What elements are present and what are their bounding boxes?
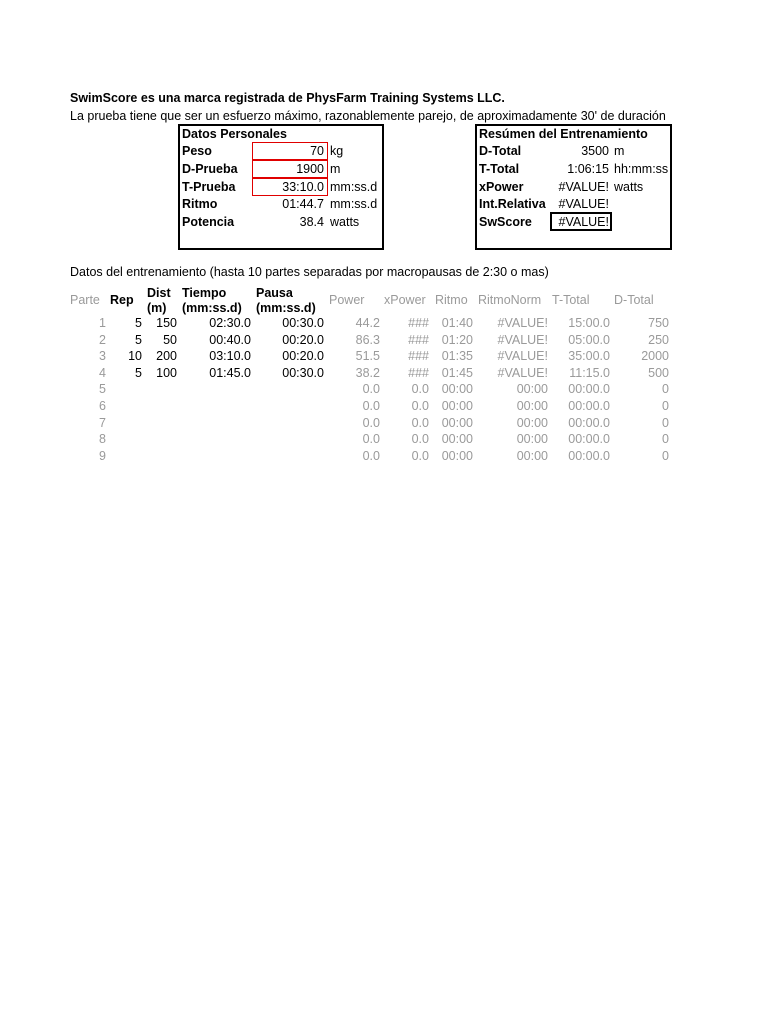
- d-prueba-label: D-Prueba: [182, 162, 238, 176]
- cell-power: 38.2: [355, 365, 380, 380]
- cell-xpower: ###: [408, 365, 429, 380]
- cell-ritmonorm: #VALUE!: [497, 349, 548, 364]
- ritmo-label: Ritmo: [182, 197, 218, 211]
- col-header-pausa-line1: Pausa: [256, 286, 293, 300]
- cell-parte: 1: [99, 316, 106, 330]
- cell-power: 86.3: [355, 332, 380, 347]
- cell-ritmo: 01:45: [441, 365, 473, 380]
- col-header-tiempo-line2: (mm:ss.d): [182, 301, 242, 315]
- ritmo-unit: mm:ss.d: [330, 197, 378, 211]
- cell-dist[interactable]: 150: [156, 316, 177, 330]
- cell-ritmonorm: #VALUE!: [497, 365, 548, 380]
- int-relativa-label: Int.Relativa: [479, 197, 546, 211]
- cell-parte: 6: [99, 399, 106, 413]
- header-trademark: SwimScore es una marca registrada de PhysFarm Training Systems LLC.: [70, 91, 505, 105]
- cell-power: 51.5: [355, 349, 380, 364]
- cell-power: 0.0: [362, 432, 380, 447]
- int-relativa-value: #VALUE!: [558, 197, 609, 211]
- col-header-dist-line2: (m): [147, 301, 167, 315]
- t-total-label: T-Total: [479, 162, 520, 176]
- peso-unit: kg: [330, 144, 344, 158]
- cell-dtotal: 500: [648, 365, 669, 380]
- cell-pausa[interactable]: 00:30.0: [282, 316, 324, 330]
- col-header-rep: Rep: [110, 293, 134, 307]
- cell-rep[interactable]: 5: [135, 332, 142, 347]
- peso-label: Peso: [182, 144, 212, 158]
- cell-ttotal: 00:00.0: [568, 382, 610, 397]
- d-total-label: D-Total: [479, 144, 522, 158]
- cell-ttotal: 05:00.0: [568, 332, 610, 347]
- cell-parte: 3: [99, 349, 106, 364]
- cell-xpower: 0.0: [411, 415, 429, 430]
- cell-dtotal: 0: [662, 399, 669, 413]
- personal-data-title: Datos Personales: [182, 127, 287, 141]
- cell-pausa[interactable]: 00:30.0: [282, 365, 324, 380]
- ritmo-value: 01:44.7: [282, 197, 324, 211]
- t-prueba-label: T-Prueba: [182, 180, 236, 194]
- cell-xpower: ###: [408, 316, 429, 330]
- cell-dist[interactable]: 200: [156, 349, 177, 364]
- d-prueba-unit: m: [330, 162, 341, 176]
- cell-ttotal: 15:00.0: [568, 316, 610, 330]
- cell-xpower: 0.0: [411, 448, 429, 463]
- cell-parte: 5: [99, 382, 106, 397]
- cell-ritmo: 00:00: [441, 432, 473, 447]
- col-header-parte: Parte: [70, 293, 100, 307]
- swscore-value: #VALUE!: [558, 215, 609, 229]
- cell-dist[interactable]: 100: [156, 365, 177, 380]
- cell-ritmo: 00:00: [441, 382, 473, 397]
- cell-ritmo: 01:20: [441, 332, 473, 347]
- col-header-xpower: xPower: [384, 293, 426, 307]
- t-prueba-value: 33:10.0: [282, 180, 324, 194]
- cell-ttotal: 00:00.0: [568, 448, 610, 463]
- cell-ritmonorm: 00:00: [516, 415, 548, 430]
- d-total-unit: m: [614, 144, 625, 158]
- potencia-unit: watts: [330, 215, 360, 229]
- cell-ritmonorm: 00:00: [516, 399, 548, 413]
- cell-power: 44.2: [355, 316, 380, 330]
- cell-xpower: ###: [408, 332, 429, 347]
- cell-power: 0.0: [362, 415, 380, 430]
- t-total-value: 1:06:15: [567, 162, 609, 176]
- cell-tiempo[interactable]: 01:45.0: [209, 365, 251, 380]
- xpower-unit: watts: [614, 180, 644, 194]
- cell-tiempo[interactable]: 03:10.0: [209, 349, 251, 364]
- cell-parte: 9: [99, 448, 106, 463]
- cell-dtotal: 0: [662, 448, 669, 463]
- col-header-ritmo: Ritmo: [435, 293, 468, 307]
- d-total-value: 3500: [581, 144, 609, 158]
- cell-dist[interactable]: 50: [163, 332, 177, 347]
- cell-power: 0.0: [362, 448, 380, 463]
- cell-parte: 7: [99, 415, 106, 430]
- potencia-value: 38.4: [299, 215, 324, 229]
- cell-ritmo: 00:00: [441, 415, 473, 430]
- cell-dtotal: 2000: [641, 349, 669, 364]
- col-header-t-total: T-Total: [552, 293, 590, 307]
- cell-ttotal: 00:00.0: [568, 399, 610, 413]
- cell-xpower: 0.0: [411, 399, 429, 413]
- cell-dtotal: 0: [662, 382, 669, 397]
- t-total-unit: hh:mm:ss: [614, 162, 669, 176]
- col-header-pausa-line2: (mm:ss.d): [256, 301, 316, 315]
- col-header-tiempo-line1: Tiempo: [182, 286, 227, 300]
- cell-ttotal: 11:15.0: [569, 365, 610, 380]
- cell-power: 0.0: [362, 382, 380, 397]
- header-instructions: La prueba tiene que ser un esfuerzo máximo, razonablemente parejo, de aproximadamente 30' de duración: [70, 109, 666, 123]
- potencia-label: Potencia: [182, 215, 235, 229]
- cell-ttotal: 00:00.0: [568, 415, 610, 430]
- col-header-power: Power: [329, 293, 365, 307]
- cell-power: 0.0: [362, 399, 380, 413]
- cell-ritmo: 00:00: [441, 448, 473, 463]
- cell-dtotal: 750: [648, 316, 669, 330]
- cell-dtotal: 250: [648, 332, 669, 347]
- cell-parte: 8: [99, 432, 106, 447]
- cell-dtotal: 0: [662, 432, 669, 447]
- d-prueba-value: 1900: [296, 162, 324, 176]
- training-caption: Datos del entrenamiento (hasta 10 partes separadas por macropausas de 2:30 o mas): [70, 265, 549, 279]
- swscore-label: SwScore: [479, 215, 532, 229]
- cell-pausa[interactable]: 00:20.0: [282, 349, 324, 364]
- cell-ritmo: 01:40: [441, 316, 473, 330]
- cell-tiempo[interactable]: 00:40.0: [209, 332, 251, 347]
- cell-rep[interactable]: 5: [135, 316, 142, 330]
- xpower-value: #VALUE!: [558, 180, 609, 194]
- summary-title: Resúmen del Entrenamiento: [479, 127, 648, 141]
- cell-parte: 4: [99, 365, 106, 380]
- cell-rep[interactable]: 10: [128, 349, 142, 364]
- peso-value: 70: [310, 144, 324, 158]
- col-header-d-total: D-Total: [614, 293, 654, 307]
- cell-pausa[interactable]: 00:20.0: [282, 332, 324, 347]
- cell-rep[interactable]: 5: [135, 365, 142, 380]
- cell-ritmonorm: 00:00: [516, 382, 548, 397]
- col-header-ritmonorm: RitmoNorm: [478, 293, 542, 307]
- cell-xpower: ###: [408, 349, 429, 364]
- cell-ritmo: 01:35: [441, 349, 473, 364]
- cell-tiempo[interactable]: 02:30.0: [209, 316, 251, 330]
- cell-ttotal: 35:00.0: [568, 349, 610, 364]
- col-header-dist-line1: Dist: [147, 286, 171, 300]
- cell-ritmonorm: 00:00: [516, 448, 548, 463]
- cell-xpower: 0.0: [411, 432, 429, 447]
- cell-ritmonorm: #VALUE!: [497, 332, 548, 347]
- cell-parte: 2: [99, 332, 106, 347]
- cell-dtotal: 0: [662, 415, 669, 430]
- cell-ttotal: 00:00.0: [568, 432, 610, 447]
- xpower-label: xPower: [479, 180, 524, 194]
- t-prueba-unit: mm:ss.d: [330, 180, 378, 194]
- cell-ritmo: 00:00: [441, 399, 473, 413]
- cell-ritmonorm: #VALUE!: [497, 316, 548, 330]
- cell-ritmonorm: 00:00: [516, 432, 548, 447]
- cell-xpower: 0.0: [411, 382, 429, 397]
